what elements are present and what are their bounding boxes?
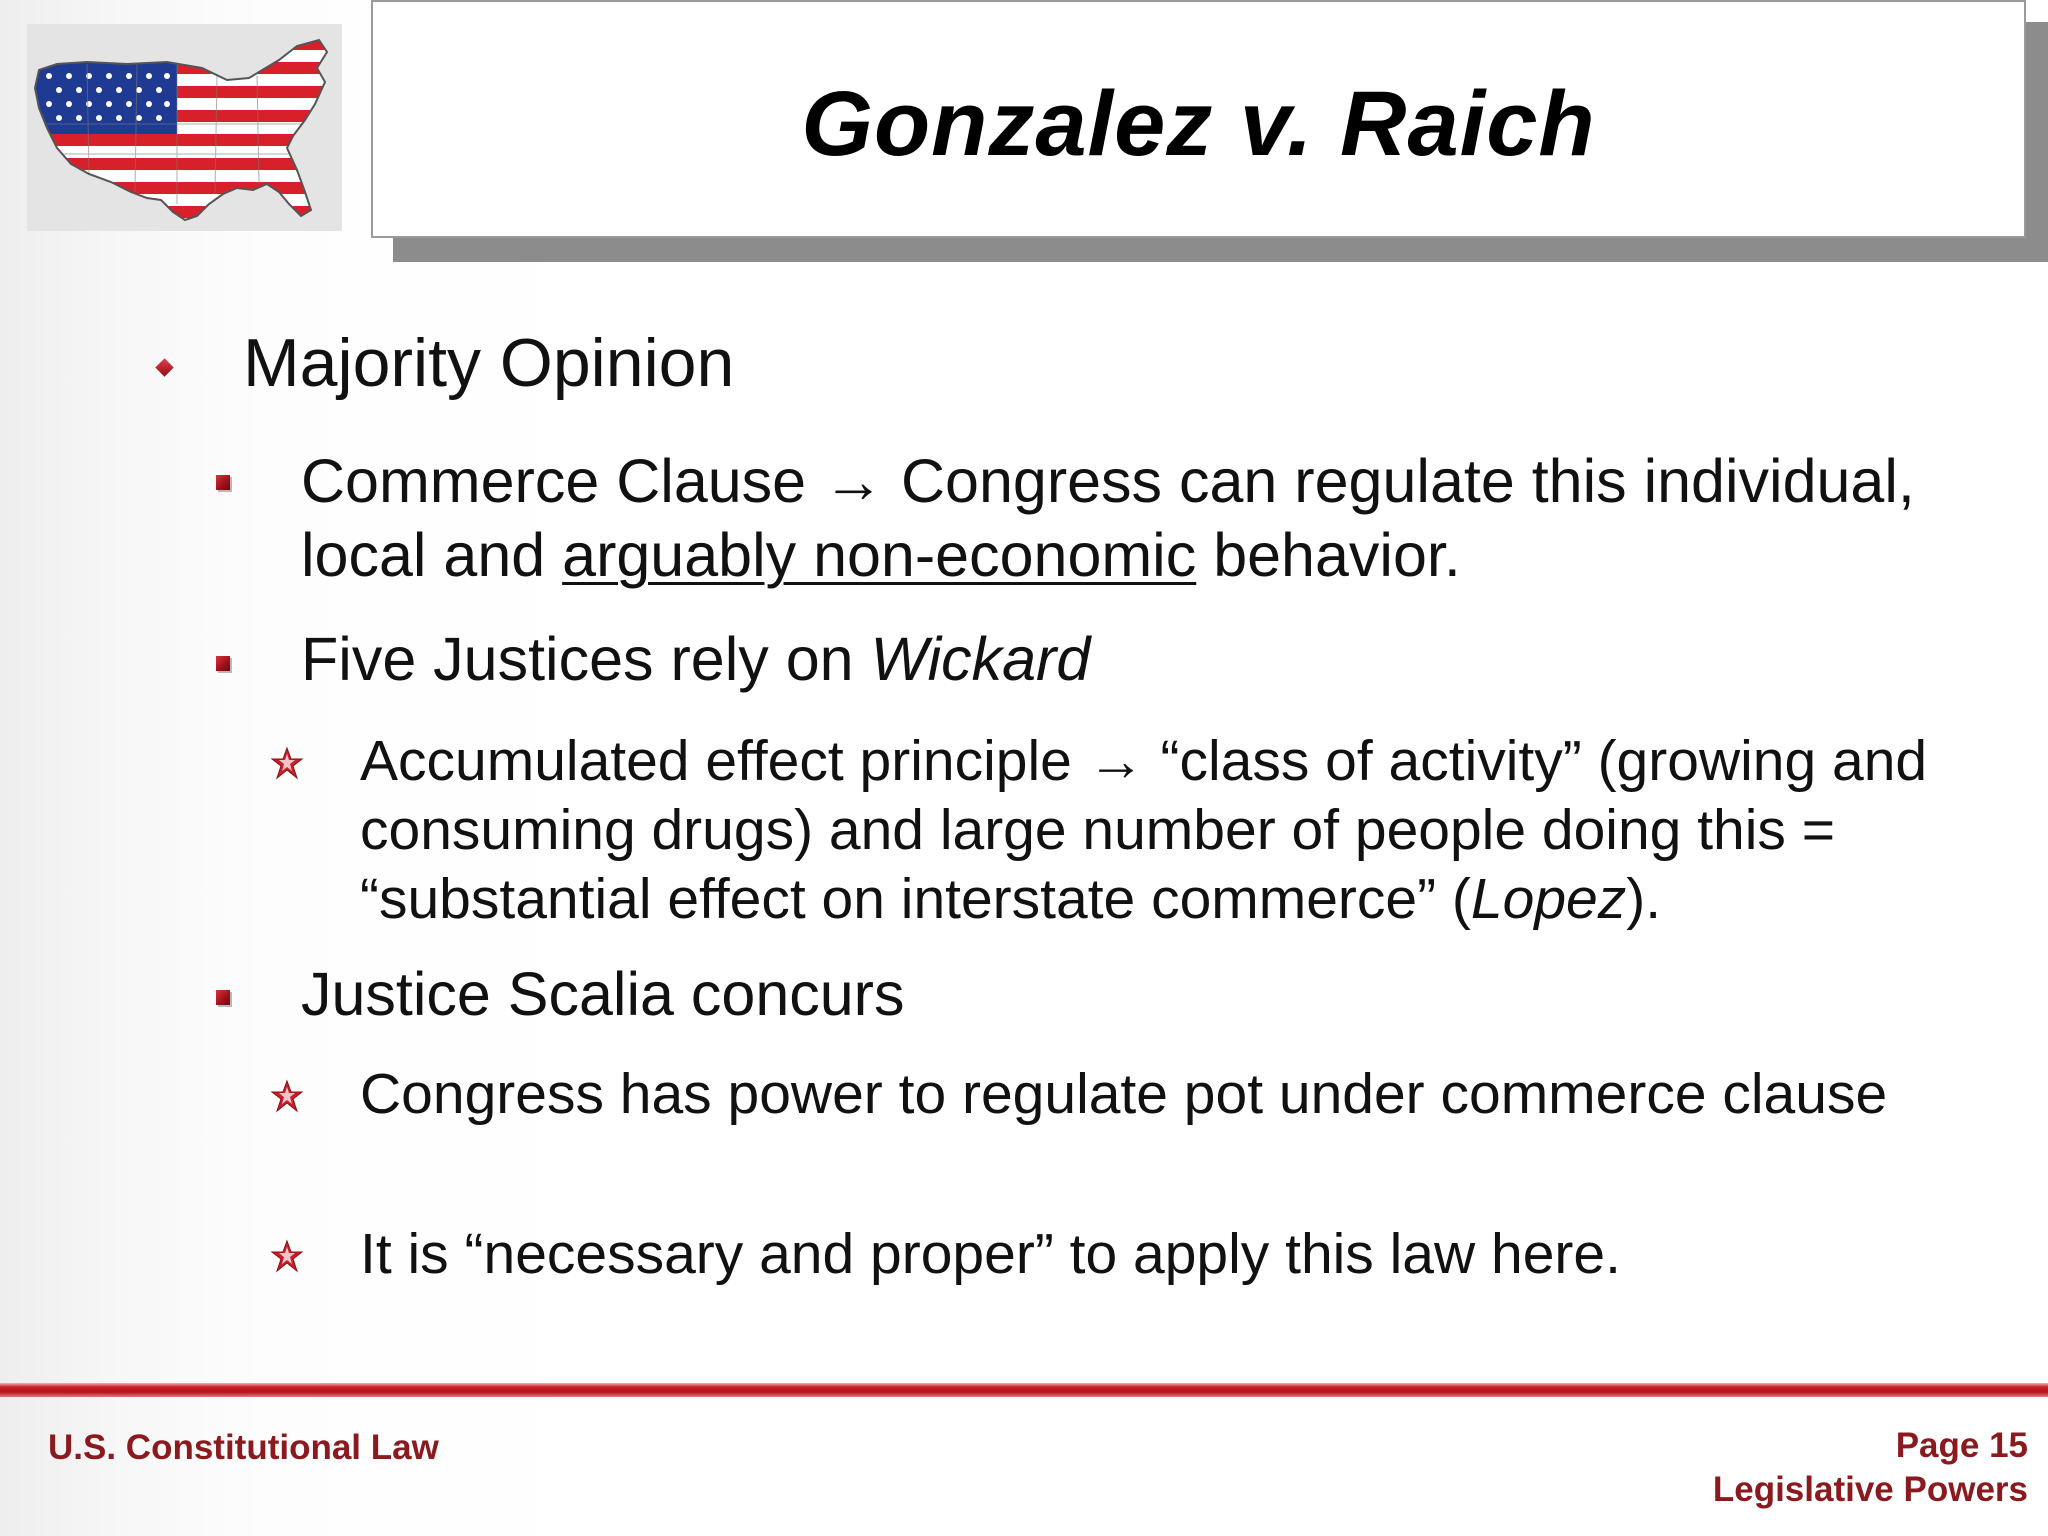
accumulated-effect-end: ).: [1626, 867, 1662, 931]
footer-page-number: Page 15: [1895, 1426, 2028, 1465]
commerce-clause-text: Commerce Clause → Congress can regulate this individual, local and: [301, 447, 1915, 589]
square-bullet-icon: [216, 990, 230, 1005]
star-bullet-icon: [270, 746, 304, 780]
footer-page-info: [1713, 1424, 2028, 1512]
five-justices-text: Five Justices rely on: [301, 625, 871, 693]
bullet-commerce-clause: [301, 444, 2021, 592]
bullet-necessary-proper: It is “necessary and proper” to apply this law here.: [360, 1222, 1621, 1286]
accumulated-effect-case: Lopez: [1470, 867, 1627, 931]
slide-title: Gonzalez v. Raich: [801, 72, 1596, 175]
five-justices-case: Wickard: [870, 625, 1091, 693]
footer-divider: [0, 1383, 2048, 1397]
bullet-accumulated-effect: [360, 727, 2030, 934]
footer-course-name: U.S. Constitutional Law: [48, 1428, 439, 1467]
diamond-bullet-icon: [155, 358, 173, 376]
bullet-congress-power: Congress has power to regulate pot under commerce clause: [360, 1062, 1888, 1126]
commerce-clause-underlined: arguably non-economic: [562, 521, 1197, 589]
bullet-majority-opinion: Majority Opinion: [243, 325, 735, 401]
accumulated-effect-text: Accumulated effect principle → “class of activity” (growing and consuming drugs) and large number of people doing this = “substantial effect on interstate commerce” (: [360, 729, 1928, 931]
bullet-five-justices: [301, 622, 2021, 696]
square-bullet-icon: [216, 475, 230, 490]
square-bullet-icon: [216, 656, 230, 671]
commerce-clause-end: behavior.: [1196, 521, 1461, 589]
star-bullet-icon: [270, 1239, 304, 1273]
bullet-justice-scalia: Justice Scalia concurs: [301, 960, 905, 1028]
footer-section-name: Legislative Powers: [1712, 1470, 2028, 1509]
star-bullet-icon: [270, 1079, 304, 1113]
